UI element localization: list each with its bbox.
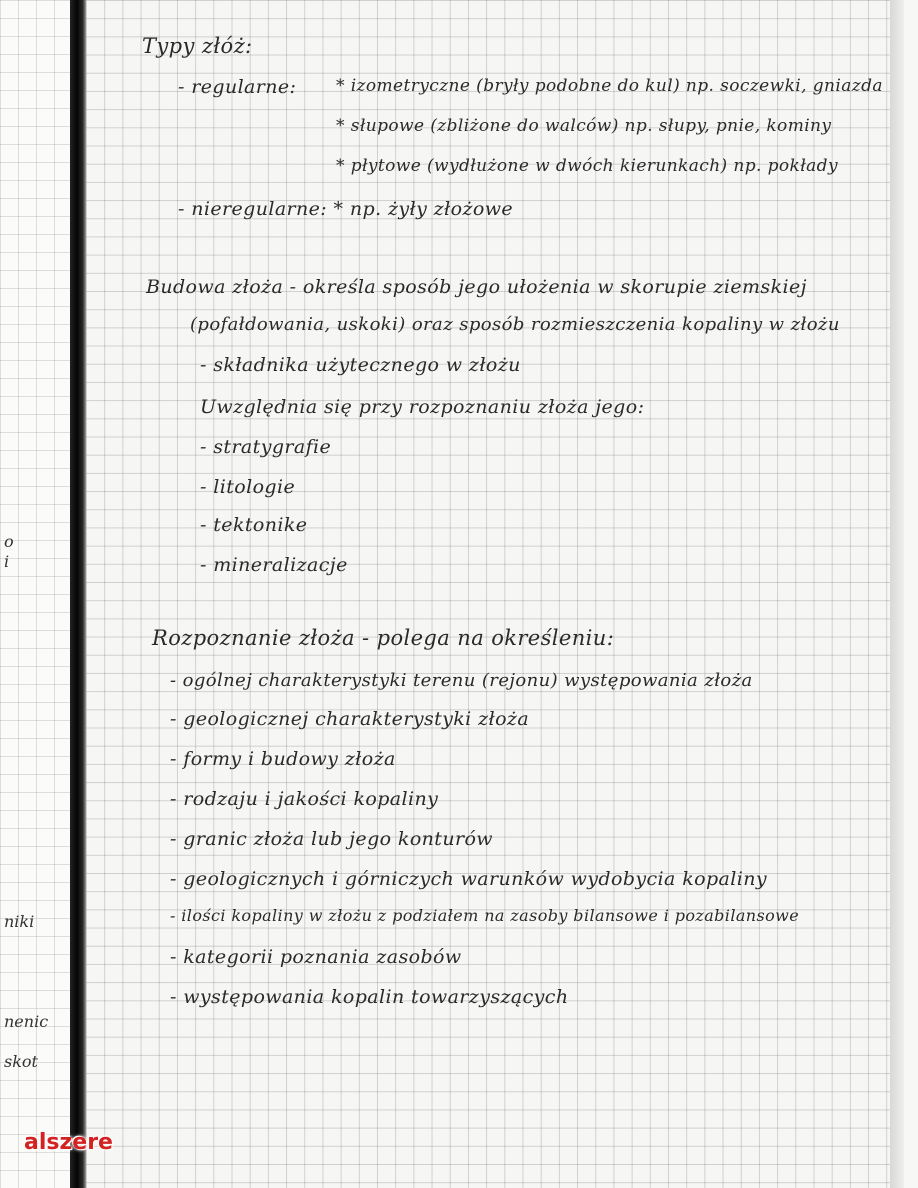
page-edge	[890, 0, 904, 1188]
watermark-logo: alszere	[24, 1130, 113, 1155]
recognition-item: - rodzaju i jakości kopaliny	[170, 788, 439, 810]
recognition-item: - formy i budowy złoża	[170, 748, 396, 770]
recognition-item: - występowania kopalin towarzyszących	[170, 986, 569, 1008]
structure-line: - składnika użytecznego w złożu	[200, 354, 521, 376]
recognition-item: - ilości kopaliny w złożu z podziałem na zasoby bilansowe i pozabilansowe	[170, 906, 800, 925]
notebook-page	[86, 0, 904, 1188]
notebook-spine	[70, 0, 86, 1188]
left-fragment-text: nenic	[4, 1012, 49, 1031]
left-fragment-text: i	[4, 552, 10, 571]
section-title-types: Typy złóż:	[142, 34, 253, 58]
structure-list-item: - mineralizacje	[200, 554, 348, 576]
left-fragment-text: niki	[4, 912, 35, 931]
left-fragment-text: skot	[4, 1052, 38, 1071]
recognition-item: - ogólnej charakterystyki terenu (rejonu) występowania złoża	[170, 670, 753, 691]
structure-line: (pofałdowania, uskoki) oraz sposób rozmieszczenia kopaliny w złożu	[190, 314, 840, 335]
structure-title-line: Budowa złoża - określa sposób jego ułożenia w skorupie ziemskiej	[146, 276, 807, 298]
regular-label: - regularne:	[178, 76, 297, 98]
left-fragment-text: o	[4, 532, 14, 551]
structure-list-item: - litologie	[200, 476, 296, 498]
recognition-item: - geologicznych i górniczych warunków wydobycia kopaliny	[170, 868, 767, 890]
regular-item: * izometryczne (bryły podobne do kul) np. soczewki, gniazda	[336, 76, 883, 96]
structure-list-item: - tektonike	[200, 514, 308, 536]
recognition-item: - kategorii poznania zasobów	[170, 946, 462, 968]
recognition-item: - granic złoża lub jego konturów	[170, 828, 493, 850]
structure-line: Uwzględnia się przy rozpoznaniu złoża jego:	[200, 396, 645, 418]
structure-list-item: - stratygrafie	[200, 436, 332, 458]
regular-item: * słupowe (zbliżone do walców) np. słupy, pnie, kominy	[336, 116, 832, 136]
section-title-recognition: Rozpoznanie złoża - polega na określeniu:	[152, 626, 615, 650]
recognition-item: - geologicznej charakterystyki złoża	[170, 708, 530, 730]
left-page-fragment	[0, 0, 72, 1188]
irregular-line: - nieregularne: * np. żyły złożowe	[178, 198, 514, 220]
regular-item: * płytowe (wydłużone w dwóch kierunkach) np. pokłady	[336, 156, 838, 176]
